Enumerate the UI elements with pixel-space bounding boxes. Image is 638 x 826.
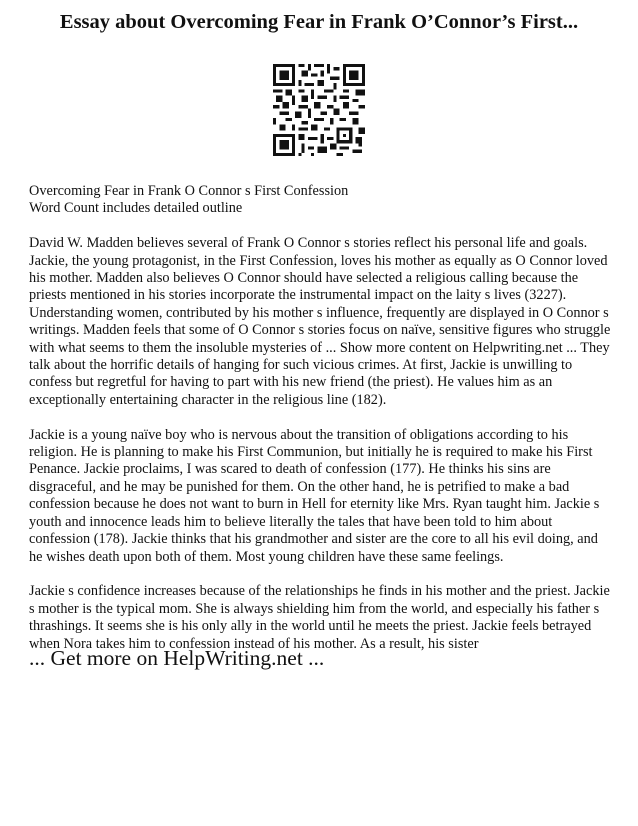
document-title: Essay about Overcoming Fear in Frank O’Connor’s First... (59, 11, 579, 33)
qr-code-image (273, 64, 365, 156)
essay-heading-line1: Overcoming Fear in Frank O Connor s First Confession (29, 183, 349, 199)
paragraph-3: Jackie s confidence increases because of the relationships he finds in his mother and the priest. Jackie s mother is the typical mom. She is always shielding him from the world, and especially his father s thrashings. It seems she is his only ally in the world until he meets the priest. Jackie feels betrayed when Nora takes him to confession instead of his mother. As a result, his sister (29, 583, 610, 652)
essay-body (29, 183, 614, 670)
qr-code-icon (273, 64, 365, 156)
essay-heading (29, 183, 614, 218)
paragraph-2: Jackie is a young naïve boy who is nervous about the transition of obligations according to his religion. He is planning to make his First Communion, but initially he is required to make his First Penance. Jackie proclaims, I was scared to death of confession (177). He thinks his sins are disgraceful, and he may be punished for them. On the other hand, he is petrified to make a bad confession because he does not want to burn in Hell for eternity like Mrs. Ryan taught him. Jackie s youth and innocence leads him to believe literally the tales that have been told to him about confession (178). Jackie thinks that his grandmother and sister are the core to all his evil doing, and he wishes death upon both of them. Most young children have these same feelings. (29, 426, 600, 565)
essay-heading-line2: Word Count includes detailed outline (29, 200, 243, 217)
get-more-link[interactable]: ... Get more on HelpWriting.net ... (29, 646, 325, 670)
paragraph-1: David W. Madden believes several of Frank O Connor s stories reflect his personal life and goals. Jackie, the young protagonist, in the First Confession, loves his mother as equally as O Connor loved his mother. Madden also believes O Connor should have selected a religious calling because the priests mentioned in his stories incorporate the instrumental impact on the laity s lives (3227). Understanding women, contributed by his mother s influence, frequently are displayed in O Connor s writings. Madden feels that some of O Connor s stories focus on naïve, sensitive figures who struggle with what seems to them the insoluble mysteries of ... Show more content on Helpwriting.net ... They talk about the horrific details of hanging for such vicious crimes. At first, Jackie is unwilling to confess but regretful for having to part with his new friend (the priest). He values him as an exceptionally entertaining character in the religious line (182). (29, 235, 611, 408)
